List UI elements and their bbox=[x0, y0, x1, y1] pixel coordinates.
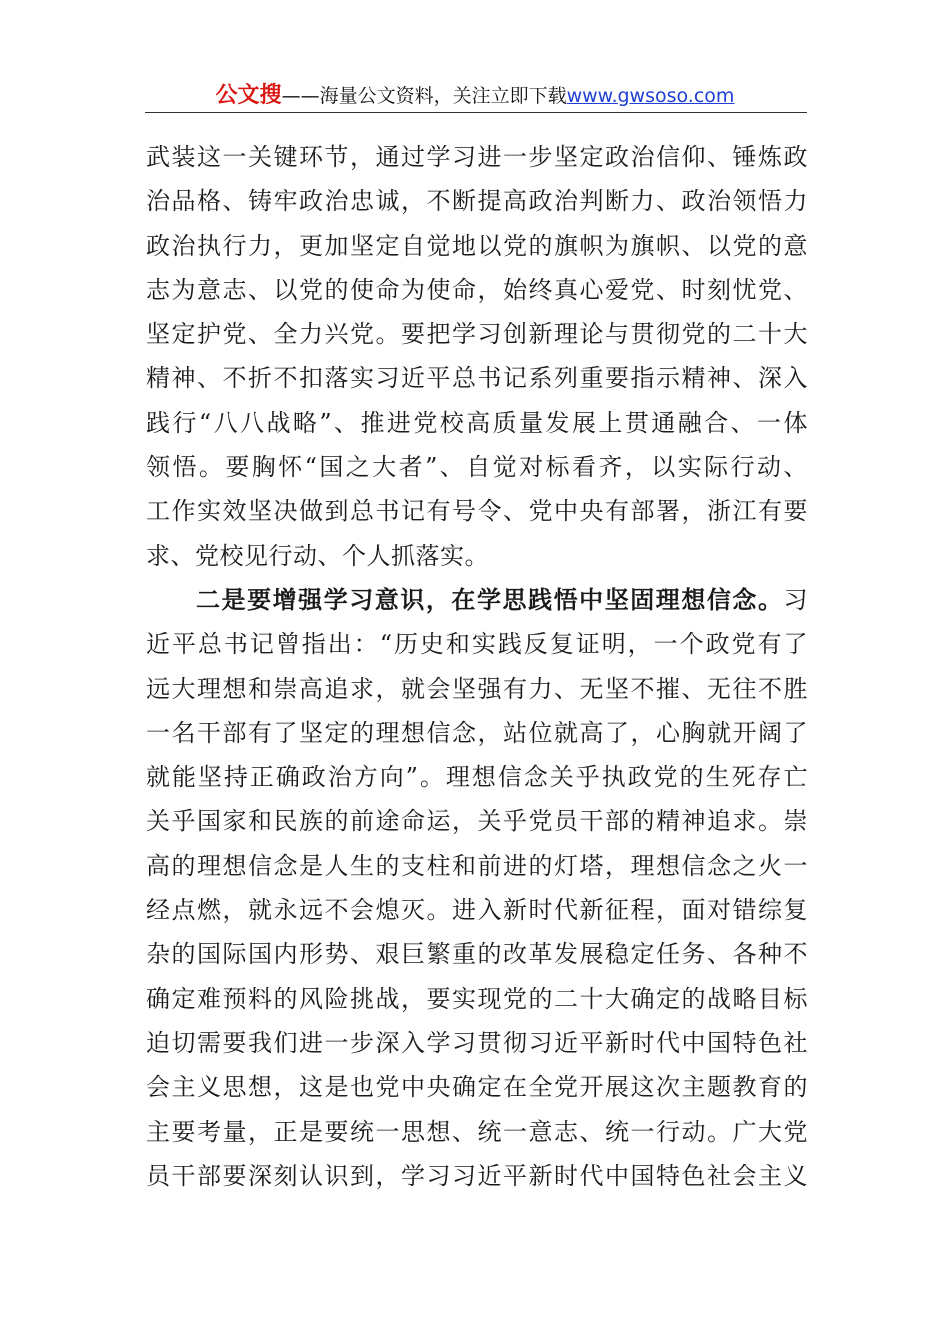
body-line: 践行“八八战略”、推进党校高质量发展上贯通融合、一体 bbox=[146, 408, 808, 437]
body-line: 确定难预料的风险挑战，要实现党的二十大确定的战略目标 bbox=[146, 984, 808, 1013]
body-line: 员干部要深刻认识到，学习习近平新时代中国特色社会主义 bbox=[146, 1161, 808, 1190]
body-line: 经点燃，就永远不会熄灭。进入新时代新征程，面对错综复 bbox=[146, 896, 808, 925]
body-line: 迫切需要我们进一步深入学习贯彻习近平新时代中国特色社 bbox=[146, 1028, 808, 1057]
site-link[interactable]: www.gwsoso.com bbox=[566, 85, 735, 107]
body-line: 主要考量，正是要统一思想、统一意志、统一行动。广大党 bbox=[146, 1117, 808, 1146]
section-heading: 二是要增强学习意识，在学思践悟中坚固理想信念。 bbox=[196, 584, 784, 614]
body-line: 远大理想和崇高追求，就会坚强有力、无坚不摧、无往不胜 bbox=[146, 674, 808, 703]
document-body bbox=[146, 135, 808, 1198]
body-line: 杂的国际国内形势、艰巨繁重的改革发展稳定任务、各种不 bbox=[146, 940, 808, 969]
brand-name: 公文搜 bbox=[215, 83, 282, 108]
body-line: 政治执行力，更加坚定自觉地以党的旗帜为旗帜、以党的意 bbox=[146, 231, 808, 260]
heading-line-rest: 习 bbox=[783, 585, 808, 614]
body-line: 一名干部有了坚定的理想信念，站位就高了，心胸就开阔了 bbox=[146, 718, 808, 747]
body-line: 关乎国家和民族的前途命运，关乎党员干部的精神追求。崇 bbox=[146, 807, 808, 836]
body-line: 就能坚持正确政治方向”。理想信念关乎执政党的生死存亡 bbox=[146, 763, 808, 792]
body-line: 近平总书记曾指出：“历史和实践反复证明，一个政党有了 bbox=[146, 630, 808, 659]
body-line: 高的理想信念是人生的支柱和前进的灯塔，理想信念之火一 bbox=[146, 851, 808, 880]
header-divider bbox=[145, 112, 807, 113]
body-line: 精神、不折不扣落实习近平总书记系列重要指示精神、深入 bbox=[146, 364, 808, 393]
body-line: 武装这一关键环节，通过学习进一步坚定政治信仰、锤炼政 bbox=[146, 143, 808, 171]
body-line: 坚定护党、全力兴党。要把学习创新理论与贯彻党的二十大 bbox=[146, 320, 808, 349]
header-tagline: ——海量公文资料，关注立即下载 bbox=[281, 85, 567, 107]
page-header bbox=[0, 84, 950, 108]
body-line: 领悟。要胸怀“国之大者”、自觉对标看齐，以实际行动、 bbox=[146, 453, 808, 482]
body-line: 治品格、铸牢政治忠诚，不断提高政治判断力、政治领悟力 bbox=[146, 187, 808, 216]
body-line: 志为意志、以党的使命为使命，始终真心爱党、时刻忧党、 bbox=[146, 275, 808, 304]
body-line: 求、党校见行动、个人抓落实。 bbox=[146, 541, 489, 570]
body-line: 工作实效坚决做到总书记有号令、党中央有部署，浙江有要 bbox=[146, 497, 808, 526]
body-line: 会主义思想，这是也党中央确定在全党开展这次主题教育的 bbox=[146, 1073, 808, 1102]
section-heading-line bbox=[146, 578, 808, 622]
